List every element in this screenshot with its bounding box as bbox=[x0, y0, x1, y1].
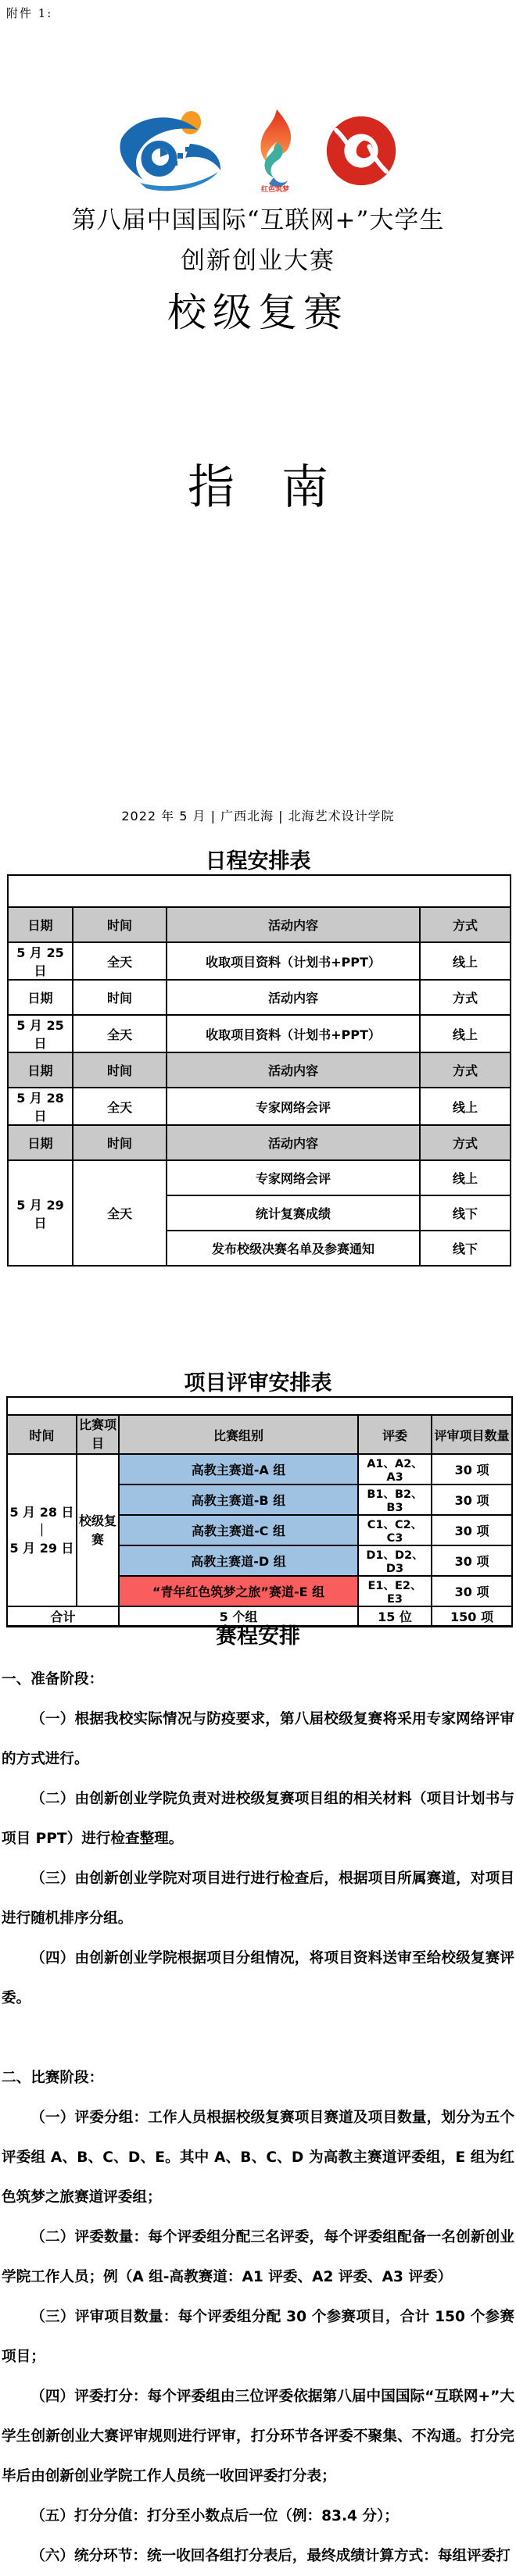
cell-judges: D1、D2、D3 bbox=[358, 1545, 432, 1576]
cover-guide-title: 指 南 bbox=[188, 460, 328, 515]
schedule-header-row bbox=[8, 1125, 511, 1160]
schedule-header-row-plain bbox=[8, 980, 511, 1015]
col-header-activity: 活动内容 bbox=[167, 980, 420, 1015]
cell-mode: 线上 bbox=[420, 1160, 511, 1195]
col-header-mode: 方式 bbox=[420, 1052, 511, 1088]
cell-activity: 统计复赛成绩 bbox=[167, 1195, 420, 1231]
cell-group-d: 高教主赛道-D 组 bbox=[119, 1545, 358, 1576]
review-table-title: 项目评审安排表 bbox=[184, 1371, 332, 1395]
cell-activity: 收取项目资料（计划书+PPT） bbox=[167, 1015, 420, 1052]
col-header-activity: 活动内容 bbox=[167, 1052, 420, 1088]
time-range-end: 5 月 29 日 bbox=[9, 1541, 74, 1556]
process-body bbox=[2, 1660, 514, 2576]
review-table bbox=[6, 1396, 513, 1627]
paragraph: （一）根据我校实际情况与防疫要求，第八届校级复赛将采用专家网络评审的方式进行。 bbox=[2, 1711, 514, 1767]
cell-date: 5 月 28 日 bbox=[8, 1088, 73, 1125]
schedule-header-row bbox=[8, 907, 511, 942]
cell-total-judges: 15 位 bbox=[358, 1606, 432, 1627]
cell-group-e: “青年红色筑梦之旅”赛道-E 组 bbox=[119, 1576, 358, 1606]
col-header-judges: 评委 bbox=[358, 1415, 432, 1454]
cell-total-count: 150 项 bbox=[432, 1606, 512, 1627]
cell-mode: 线上 bbox=[420, 1015, 511, 1052]
time-range-start: 5 月 28 日 bbox=[9, 1504, 74, 1520]
cell-activity: 收取项目资料（计划书+PPT） bbox=[167, 942, 420, 980]
col-header-time: 时间 bbox=[73, 980, 167, 1015]
cell-activity: 专家网络会评 bbox=[167, 1088, 420, 1125]
paragraph: （一）评委分组：工作人员根据校级复赛项目赛道及项目数量，划分为五个评委组 A、B、C、D、E。其中 A、B、C、D 为高教主赛道评委组，E 组为红色筑梦之旅赛道评委组； bbox=[2, 2110, 514, 2206]
cell-date: 5 月 25 日 bbox=[8, 942, 73, 980]
cell-count: 30 项 bbox=[432, 1485, 512, 1515]
col-header-mode: 方式 bbox=[420, 980, 511, 1015]
col-header-date: 日期 bbox=[8, 980, 73, 1015]
red-dream-logo-icon bbox=[253, 108, 298, 197]
process-section-title: 赛程安排 bbox=[216, 1624, 300, 1649]
cell-date: 5 月 25 日 bbox=[8, 1015, 73, 1052]
col-header-date: 日期 bbox=[8, 907, 73, 942]
cell-group-a: 高教主赛道-A 组 bbox=[119, 1454, 358, 1485]
paragraph: （三）由创新创业学院对项目进行进行检查后，根据项目所属赛道，对项目进行随机排序分组。 bbox=[2, 1870, 514, 1927]
review-header-row bbox=[7, 1415, 512, 1454]
col-header-count: 评审项目数量 bbox=[432, 1415, 512, 1454]
cell-group-b: 高教主赛道-B 组 bbox=[119, 1485, 358, 1515]
paragraph: （二）由创新创业学院负责对进校级复赛项目组的相关材料（项目计划书与项目 PPT）进行检查整理。 bbox=[2, 1791, 514, 1847]
stage1-heading: 一、准备阶段： bbox=[2, 1671, 104, 1688]
cell-time: 全天 bbox=[73, 1015, 167, 1052]
table-row bbox=[7, 1454, 512, 1485]
col-header-time: 时间 bbox=[73, 907, 167, 942]
col-header-activity: 活动内容 bbox=[167, 1125, 420, 1160]
schedule-header-row bbox=[8, 1052, 511, 1088]
schedule-empty-row bbox=[8, 875, 511, 907]
cell-mode: 线下 bbox=[420, 1231, 511, 1266]
time-range-dash: ｜ bbox=[35, 1522, 48, 1538]
table-row bbox=[8, 1160, 511, 1195]
cell-judges: E1、E2、E3 bbox=[358, 1576, 432, 1606]
col-header-activity: 活动内容 bbox=[167, 907, 420, 942]
cell-count: 30 项 bbox=[432, 1576, 512, 1606]
paragraph: （六）统分环节：统一收回各组打分表后，最终成绩计算方式：每组评委打 bbox=[30, 2548, 511, 2564]
cell-total-groups: 5 个组 bbox=[119, 1606, 358, 1627]
col-header-time: 时间 bbox=[73, 1125, 167, 1160]
cell-judges: A1、A2、A3 bbox=[358, 1454, 432, 1485]
cell-time-range bbox=[7, 1454, 77, 1606]
attachment-label: 附件 1: bbox=[6, 6, 53, 20]
cover-title-line3: 校级复赛 bbox=[167, 290, 349, 335]
cell-total-label: 合计 bbox=[7, 1606, 119, 1627]
cover-title-line1: 第八届中国国际“互联网+”大学生 bbox=[71, 206, 445, 234]
cell-activity: 专家网络会评 bbox=[167, 1160, 420, 1195]
paragraph: （五）打分分值：打分至小数点后一位（例：83.4 分）； bbox=[30, 2508, 399, 2524]
schedule-table bbox=[7, 874, 511, 1267]
cell-mode: 线上 bbox=[420, 942, 511, 980]
col-header-time: 时间 bbox=[73, 1052, 167, 1088]
cell-count: 30 项 bbox=[432, 1545, 512, 1576]
paragraph: （二）评委数量：每个评委组分配三名评委，每个评委组配备一名创新创业学院工作人员；例（A 组-高教赛道：A1 评委、A2 评委、A3 评委） bbox=[2, 2229, 514, 2285]
cover-footer: 2022 年 5 月 | 广西北海 | 北海艺术设计学院 bbox=[121, 809, 395, 824]
cover-title-line2: 创新创业大赛 bbox=[181, 247, 335, 275]
review-empty-row bbox=[7, 1397, 512, 1415]
cell-event: 校级复赛 bbox=[77, 1454, 119, 1606]
col-header-date: 日期 bbox=[8, 1052, 73, 1088]
cell-count: 30 项 bbox=[432, 1515, 512, 1545]
table-row bbox=[8, 1088, 511, 1125]
cell-mode: 线下 bbox=[420, 1195, 511, 1231]
cell-time: 全天 bbox=[73, 942, 167, 980]
cell-group-c: 高教主赛道-C 组 bbox=[119, 1515, 358, 1545]
schedule-table-title: 日程安排表 bbox=[205, 849, 311, 874]
col-header-time: 时间 bbox=[7, 1415, 77, 1454]
paragraph: （三）评审项目数量：每个评委组分配 30 个参赛项目，合计 150 个参赛项目； bbox=[2, 2309, 514, 2365]
red-dream-caption: 红色筑梦 bbox=[260, 186, 290, 194]
paragraph: （四）评委打分：每个评委组由三位评委依据第八届中国国际“互联网+”大学生创新创业大赛评审规则进行评审，打分环节各评委不聚集、不沟通。打分完毕后由创新创业学院工作人员统一收回评委打分表； bbox=[2, 2388, 514, 2485]
cell-judges: B1、B2、B3 bbox=[358, 1485, 432, 1515]
table-row bbox=[8, 942, 511, 980]
logo-row bbox=[0, 108, 516, 197]
cell-time: 全天 bbox=[73, 1088, 167, 1125]
paragraph: （四）由创新创业学院根据项目分组情况，将项目资料送审至给校级复赛评委。 bbox=[2, 1950, 514, 2006]
cell-date-may29: 5 月 29 日 bbox=[8, 1160, 73, 1266]
cell-judges: C1、C2、C3 bbox=[358, 1515, 432, 1545]
col-header-mode: 方式 bbox=[420, 907, 511, 942]
cell-mode: 线上 bbox=[420, 1088, 511, 1125]
table-row bbox=[8, 1015, 511, 1052]
col-header-group: 比赛组别 bbox=[119, 1415, 358, 1454]
col-header-date: 日期 bbox=[8, 1125, 73, 1160]
phoenix-logo-icon bbox=[324, 114, 398, 191]
col-header-event: 比赛项目 bbox=[77, 1415, 119, 1454]
col-header-mode: 方式 bbox=[420, 1125, 511, 1160]
cell-count: 30 项 bbox=[432, 1454, 512, 1485]
stage2-heading: 二、比赛阶段： bbox=[2, 2070, 104, 2086]
cell-time-allday: 全天 bbox=[73, 1160, 167, 1266]
cell-activity: 发布校级决赛名单及参赛通知 bbox=[167, 1231, 420, 1266]
internet-plus-logo-icon bbox=[118, 109, 226, 195]
